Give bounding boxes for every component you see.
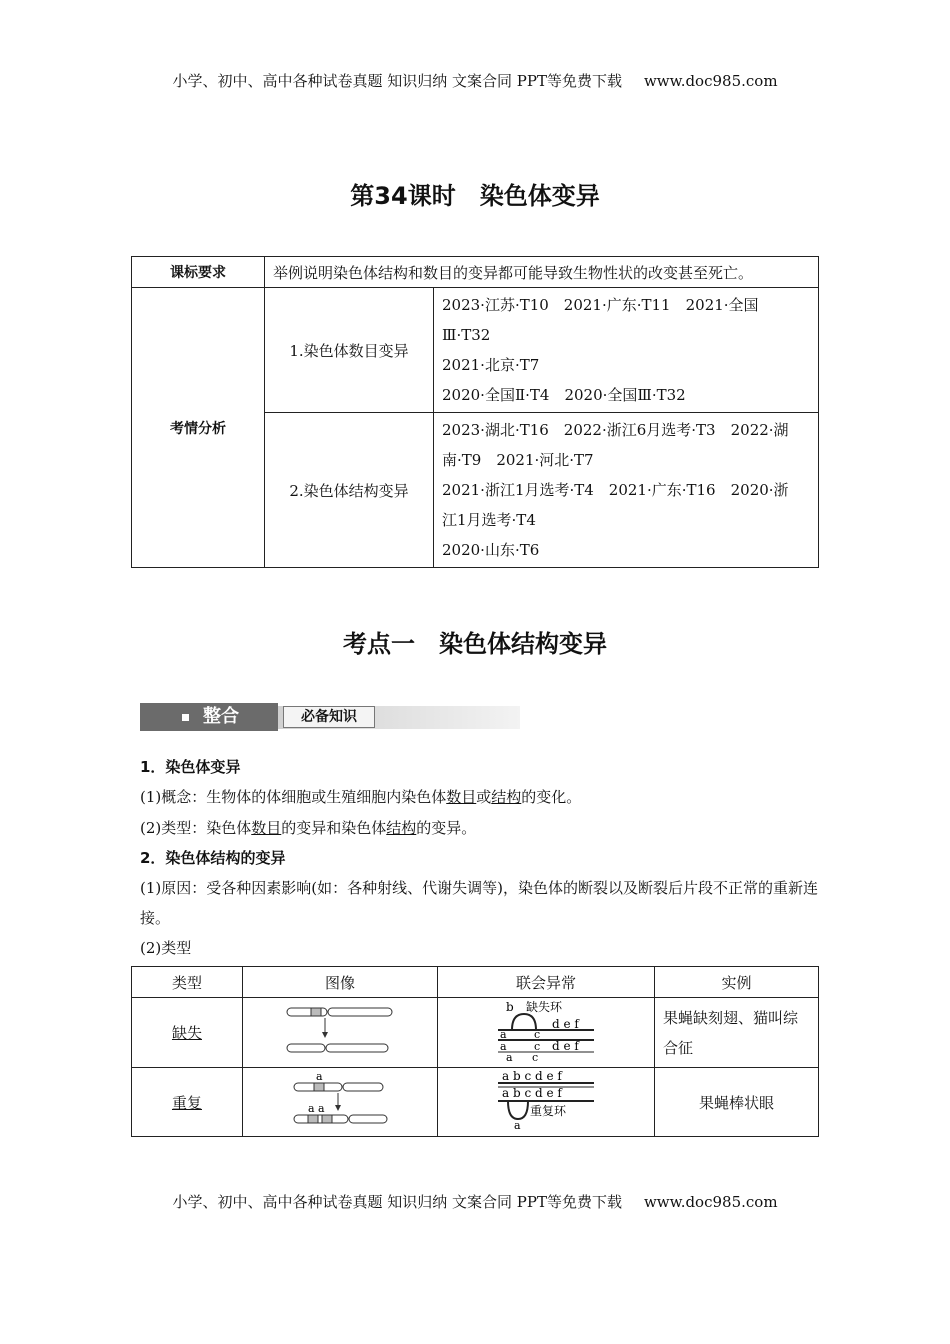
label-a: a [316,1071,323,1083]
square-icon [182,714,189,721]
label-aa: a a [308,1102,325,1115]
loop-label: 重复环 [530,1104,567,1118]
text: 的变异和染色体 [281,819,387,837]
col-header: 联会异常 [438,967,655,998]
text: 或 [476,788,492,806]
paragraph-types [140,813,820,843]
heading-2: 2．染色体结构的变异 [140,849,286,867]
lesson-title: 第34课时 染色体变异 [350,182,600,210]
label-c: c [534,1039,541,1053]
label-b: b [506,999,514,1014]
banner-site[interactable]: www.doc985.com [643,1193,778,1211]
ref-line: 2021·浙江1月选考·T4 2021·广东·T16 2020·浙 [442,481,789,499]
ref-line: 江1月选考·T4 [442,511,536,529]
banner-site[interactable]: www.doc985.com [643,72,778,90]
image-deletion [243,998,438,1068]
section-banner [140,703,520,731]
label-c: c [534,1027,541,1041]
answer-underline: 结构 [386,819,417,837]
bottom-banner [0,1191,950,1212]
ref-line: 2020·全国Ⅱ·T4 2020·全国Ⅲ·T32 [442,386,686,404]
analysis-label: 考情分析 [132,288,265,568]
synapsis-deletion [438,998,655,1068]
sub2-refs [434,413,819,568]
text: 的变异。 [416,819,477,837]
label-a: a [500,1039,507,1053]
req-text: 举例说明染色体结构和数目的变异都可能导致生物性状的改变甚至死亡。 [265,257,819,288]
label-a: a [500,1027,507,1041]
text: (2)类型：染色体 [140,819,252,837]
heading-1: 1．染色体变异 [140,758,241,776]
answer-underline: 数目 [251,819,282,837]
example-duplication: 果蝇棒状眼 [655,1068,819,1137]
banner-box-label: 必备知识 [283,706,375,728]
variation-type-table [131,966,819,1137]
label-c: c [532,1050,539,1062]
deletion-chromosome-diagram [285,1002,395,1060]
paragraph-types-label: (2)类型 [140,939,192,957]
banner-dark-label: 整合 [203,706,239,727]
type-deletion [132,998,243,1068]
label-abcdef: a b c d e f [502,1069,562,1083]
loop-label: 缺失环 [526,999,563,1014]
label-a: a [506,1050,513,1062]
paragraph-concept [140,782,820,812]
label-abcdef: a b c d e f [502,1086,562,1100]
type-duplication [132,1068,243,1137]
image-duplication [243,1068,438,1137]
duplication-synapsis-diagram [496,1069,596,1131]
section-title: 考点一 染色体结构变异 [343,630,607,658]
label-def: d e f [552,1016,579,1031]
duplication-chromosome-diagram [290,1071,390,1129]
ref-line: 2021·北京·T7 [442,356,540,374]
ref-line: 2023·湖北·T16 2022·浙江6月选考·T3 2022·湖 [442,421,789,439]
answer-underline: 结构 [491,788,522,806]
banner-dark [140,703,278,731]
banner-text: 小学、初中、高中各种试卷真题 知识归纳 文案合同 PPT等免费下载 [172,1193,622,1211]
text: (1)概念：生物体的体细胞或生殖细胞内染色体 [140,788,447,806]
requirements-table [131,256,819,568]
req-label: 课标要求 [132,257,265,288]
paragraph-cause: (1)原因：受各种因素影响(如：各种射线、代谢失调等)，染色体的断裂以及断裂后片段不正常的重新连接。 [140,879,818,927]
top-banner [0,70,950,91]
synapsis-duplication [438,1068,655,1137]
example-deletion: 果蝇缺刻翅、猫叫综合征 [655,998,819,1068]
label-def: d e f [552,1038,579,1053]
col-header: 实例 [655,967,819,998]
answer-underline: 数目 [446,788,477,806]
ref-line: 2020·山东·T6 [442,541,540,559]
label-a: a [514,1119,521,1131]
ref-line: 南·T9 2021·河北·T7 [442,451,594,469]
type-label: 缺失 [171,1024,202,1042]
banner-text: 小学、初中、高中各种试卷真题 知识归纳 文案合同 PPT等免费下载 [172,72,622,90]
sub1-label: 1.染色体数目变异 [265,288,434,413]
sub1-refs [434,288,819,413]
sub2-label: 2.染色体结构变异 [265,413,434,568]
ref-line: 2023·江苏·T10 2021·广东·T11 2021·全国 [442,296,759,314]
col-header: 图像 [243,967,438,998]
type-label: 重复 [171,1093,202,1112]
text: 的变化。 [521,788,582,806]
ref-line: Ⅲ·T32 [442,326,491,344]
col-header: 类型 [132,967,243,998]
deletion-synapsis-diagram [496,1000,596,1062]
